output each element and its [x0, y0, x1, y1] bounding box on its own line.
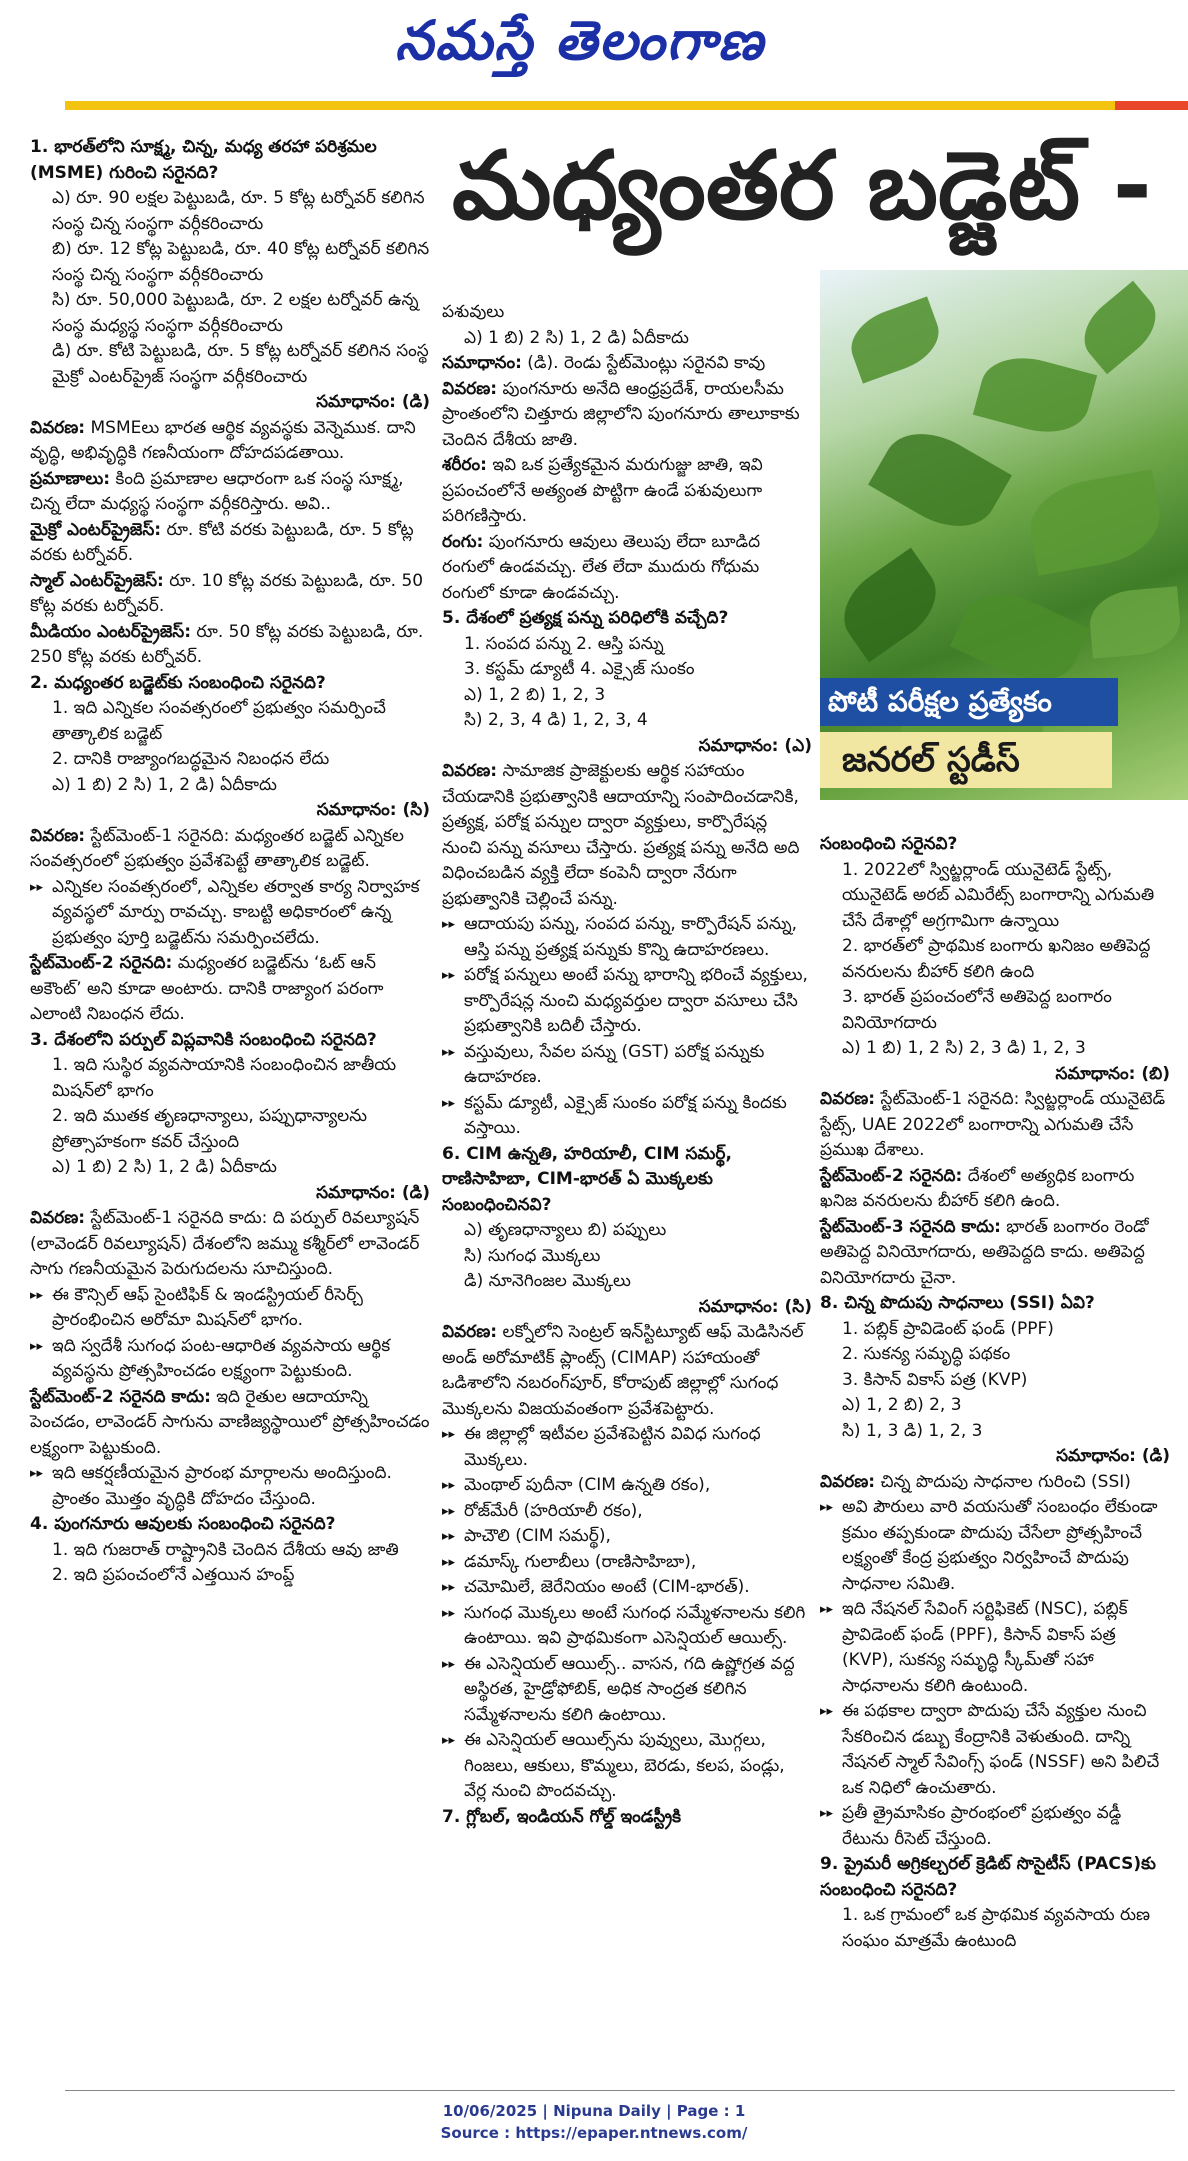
explanation-text: MSMEలు భారత ఆర్థిక వ్యవస్థకు వెన్నెముక. దాని వృద్ధి, అభివృద్ధికి గణనీయంగా దోహదపడతాయి.: [30, 417, 416, 463]
feature-tag-general-studies: జనరల్ స్టడీస్: [820, 732, 1112, 788]
answer-line: సమాధానం: (సి): [316, 800, 430, 820]
option-line: 2. సుకన్య సమృద్ధి పథకం: [842, 1344, 1011, 1364]
bullet-point: ▸▸ రోజ్‌మేరీ (హరియాలీ రకం),: [442, 1499, 812, 1525]
paragraph: [30, 518, 430, 569]
feature-tag-competitive-exams: పోటీ పరీక్షల ప్రత్యేకం: [820, 678, 1118, 726]
explanation-label: వివరణ:: [820, 1089, 876, 1109]
question-text: 4. పుంగనూరు ఆవులకు సంబంధించి సరైనది?: [30, 1514, 336, 1534]
paragraph: [30, 951, 430, 1028]
bullet-point: ▸▸ ఈ ఎసెన్షియల్ ఆయిల్స్.. వాసన, గది ఉష్ణోగ్రత వద్ద అస్థిరత, హైడ్రోఫోబిక్, అధిక సాంద్రత కలిగిన సమ్మేళనాలను కలిగి ఉంటాయి.: [442, 1652, 812, 1729]
footer-date-line: 10/06/2025 | Nipuna Daily | Page : 1: [442, 2102, 746, 2120]
answer-line: సమాధానం: (ఎ): [698, 735, 812, 756]
paragraph: [442, 1320, 812, 1422]
explanation-label: సమాధానం:: [442, 353, 522, 373]
explanation-label: రంగు:: [442, 531, 484, 552]
explanation-label: వివరణ:: [30, 1208, 86, 1228]
bullet-point: ▸▸ కస్టమ్ డ్యూటీ, ఎక్సైజ్ సుంకం పరోక్ష పన్ను కిందకు వస్తాయి.: [442, 1091, 812, 1142]
option-line: ఎ) 1 బి) 2 సి) 1, 2 డి) ఏదీకాదు: [464, 327, 689, 348]
article-column-3: [820, 832, 1170, 1954]
question-text: 8. చిన్న పొదుపు సాధనాలు (SSI) ఏవి?: [820, 1293, 1095, 1313]
option-line: డి) నూనెగింజల మొక్కలు: [464, 1271, 631, 1291]
footer-source-line: Source : https://epaper.ntnews.com/: [440, 2124, 748, 2142]
bullet-point: ▸▸ మెంథాల్ పుదీనా (CIM ఉన్నతి రకం),: [442, 1473, 812, 1499]
paragraph: [442, 377, 812, 454]
option-line: 1. 2022లో స్విట్జర్లాండ్ యునైటెడ్ స్టేట్స్, యునైటెడ్ అరబ్ ఎమిరేట్స్ బంగారాన్ని ఎగుమతి చేసే దేశాల్లో అగ్రగామిగా ఉన్నాయి: [842, 859, 1155, 931]
bullet-point: ▸▸ పరోక్ష పన్నులు అంటే పన్ను భారాన్ని భరించే వ్యక్తులు, కార్పొరేషన్ల నుంచి మధ్యవర్తుల ద్వారా వసూలు చేసి ప్రభుత్వానికి బదిలీ చేస్తారు.: [442, 963, 812, 1040]
masthead: [0, 0, 1188, 100]
option-line: 2. ఇది ప్రపంచంలోనే ఎత్తయిన హంప్డ్: [52, 1565, 295, 1585]
explanation-text: లక్నోలోని సెంట్రల్ ఇన్‌స్టిట్యూట్ ఆఫ్ మెడిసినల్ అండ్ అరోమాటిక్ ప్లాంట్స్ (CIMAP) సహాయంతో ఒడిశాలోని నబరంగ్‌పూర్, కోరాపుట్ జిల్లాల్లో సుగంధ మొక్కలను విజయవంతంగా ప్రవేశపెట్టారు.: [442, 1322, 804, 1419]
explanation-label: స్టేట్‌మెంట్-3 సరైనది కాదు:: [820, 1216, 1001, 1237]
question-text: 5. దేశంలో ప్రత్యక్ష పన్ను పరిధిలోకి వచ్చేది?: [442, 608, 729, 628]
option-line: ఎ) 1 బి) 1, 2 సి) 2, 3 డి) 1, 2, 3: [842, 1038, 1086, 1058]
explanation-text: చిన్న పొదుపు సాధనాల గురించి (SSI): [875, 1471, 1131, 1492]
explanation-label: వివరణ:: [30, 417, 86, 438]
bullet-point: ▸▸ చమోమిలే, జెరేనియం అంటే (CIM-భారత్).: [442, 1575, 812, 1601]
paragraph: [442, 453, 812, 530]
bullet-point: ▸▸ ఆదాయపు పన్ను, సంపద పన్ను, కార్పొరేషన్ పన్ను, ఆస్తి పన్ను ప్రత్యక్ష పన్నుకు కొన్ని ఉదాహరణలు.: [442, 912, 812, 963]
bullet-point: ▸▸ ఎన్నికల సంవత్సరంలో, ఎన్నికల తర్వాత కార్య నిర్వాహక వ్యవస్థలో మార్పు రావచ్చు. కాబట్టి అధికారంలో ఉన్న ప్రభుత్వం పూర్తి బడ్జెట్‌ను సమర్పించలేదు.: [30, 875, 430, 952]
bullet-point: ▸▸ అవి పౌరులు వారి వయసుతో సంబంధం లేకుండా క్రమం తప్పకుండా పొదుపు చేసేలా ప్రోత్సహించే లక్ష్యంతో కేంద్ర ప్రభుత్వం నిర్వహించే పొదుపు సాధనాల సమితి.: [820, 1495, 1170, 1597]
option-line: సి) సుగంధ మొక్కలు: [464, 1245, 601, 1266]
explanation-label: మైక్రో ఎంటర్‌ప్రైజెస్:: [30, 519, 162, 540]
explanation-text: పుంగనూరు ఆవులు తెలుపు లేదా బూడిద రంగులో ఉండవచ్చు. లేత లేదా ముదురు గోధుమ రంగులో కూడా ఉండవచ్చు.: [442, 531, 761, 603]
question-text: 7. గ్లోబల్, ఇండియన్ గోల్డ్ ఇండస్ట్రీకి: [442, 1806, 682, 1827]
question-text: 1. భారత్‌లోని సూక్ష్మ, చిన్న, మధ్య తరహా పరిశ్రమల (MSME) గురించి సరైనది?: [30, 137, 377, 183]
explanation-text: స్టేట్‌మెంట్-1 సరైనది: మధ్యంతర బడ్జెట్ ఎన్నికల సంవత్సరంలో ప్రభుత్వం ప్రవేశపెట్టే తాత్కాలిక బడ్జెట్.: [30, 825, 404, 871]
explanation-text: రూ. 50 కోట్ల వరకు పెట్టుబడి, రూ. 250 కోట్ల వరకు టర్నోవర్.: [30, 621, 424, 667]
paragraph: [442, 351, 812, 377]
answer-line: సమాధానం: (బి): [1055, 1063, 1170, 1084]
bullet-point: ▸▸ ఈ కౌన్సిల్ ఆఫ్ సైంటిఫిక్ & ఇండస్ట్రియల్ రీసెర్చ్ ప్రారంభించిన అరోమా మిషన్‌లో భాగం.: [30, 1283, 430, 1334]
explanation-label: స్టేట్‌మెంట్-2 సరైనది:: [820, 1165, 963, 1186]
paragraph: [442, 759, 812, 912]
option-line: ఎ) 1 బి) 2 సి) 1, 2 డి) ఏదీకాదు: [52, 774, 277, 795]
article-column-1: [30, 135, 430, 1589]
option-line: 1. సంపద పన్ను 2. ఆస్తి పన్ను: [464, 633, 664, 654]
option-line: 2. భారత్‌లో ప్రాథమిక బంగారు ఖనిజం అతిపెద్ద వనరులను బీహార్ కలిగి ఉంది: [842, 936, 1151, 982]
explanation-text: ఇవి ఒక ప్రత్యేకమైన మరుగుజ్జు జాతి, ఇవి ప్రపంచంలోనే అత్యంత పొట్టిగా ఉండే పశువులుగా పరిగణిస్తారు.: [442, 455, 763, 526]
question-text: 9. ప్రైమరీ అగ్రికల్చరల్ క్రెడిట్ సొసైటీస్ (PACS)కు సంబంధించి సరైనది?: [820, 1854, 1156, 1900]
explanation-text: ఇది రైతుల ఆదాయాన్ని పెంచడం, లావెండర్ సాగును వాణిజ్యస్థాయిలో ప్రోత్సహించడం లక్ష్యంగా పెట్టుకుంది.: [30, 1386, 430, 1458]
option-line: 1. పబ్లిక్ ప్రావిడెంట్ ఫండ్ (PPF): [842, 1318, 1054, 1339]
page-footer: [0, 2100, 1188, 2144]
bullet-point: ▸▸ డమాస్క్ గులాబీలు (రాణిసాహిబా),: [442, 1550, 812, 1576]
bullet-point: ▸▸ ఇది ఆకర్షణీయమైన ప్రారంభ మార్గాలను అందిస్తుంది. ప్రాంతం మొత్తం వృద్ధికి దోహదం చేస్తుంది.: [30, 1461, 430, 1512]
option-line: 1. ఇది ఎన్నికల సంవత్సరంలో ప్రభుత్వం సమర్పించే తాత్కాలిక బడ్జెట్: [52, 698, 386, 744]
explanation-text: స్టేట్‌మెంట్-1 సరైనది: స్విట్జర్లాండ్ యునైటెడ్ స్టేట్స్, UAE 2022లో బంగారాన్ని ఎగుమతి చేసే ప్రముఖ దేశాలు.: [820, 1089, 1166, 1160]
paragraph: [30, 416, 430, 467]
bullet-point: ▸▸ ఈ జిల్లాల్లో ఇటీవల ప్రవేశపెట్టిన వివిధ సుగంధ మొక్కలు.: [442, 1422, 812, 1473]
option-line: 3. కిసాన్ వికాస్ పత్ర (KVP): [842, 1369, 1028, 1390]
option-line: 1. ఇది గుజరాత్ రాష్ట్రానికి చెందిన దేశీయ ఆవు జాతి: [52, 1539, 399, 1560]
explanation-text: రూ. కోటి వరకు పెట్టుబడి, రూ. 5 కోట్ల వరకు టర్నోవర్.: [30, 519, 414, 565]
option-line: ఎ) 1 బి) 2 సి) 1, 2 డి) ఏదీకాదు: [52, 1157, 277, 1177]
explanation-label: వివరణ:: [442, 378, 498, 399]
paragraph: [30, 1206, 430, 1283]
paragraph: [820, 1087, 1170, 1164]
paragraph: [30, 824, 430, 875]
answer-line: సమాధానం: (డి): [316, 1182, 430, 1203]
explanation-label: వివరణ:: [30, 825, 86, 846]
article-column-2: [442, 300, 812, 1830]
option-line: సి) 2, 3, 4 డి) 1, 2, 3, 4: [464, 710, 648, 730]
paragraph: [30, 467, 430, 518]
option-line: 3. భారత్ ప్రపంచంలోనే అతిపెద్ద బంగారం వినియోగదారు: [842, 987, 1112, 1033]
option-line: 2. దానికి రాజ్యాంగబద్ధమైన నిబంధన లేదు: [52, 749, 330, 769]
bullet-point: ▸▸ ఇది స్వదేశీ సుగంధ పంట-ఆధారిత వ్యవసాయ ఆర్థిక వ్యవస్థను ప్రోత్సహించడం లక్ష్యంగా పెట్టుకుంది.: [30, 1334, 430, 1385]
answer-line: సమాధానం: (డి): [1056, 1446, 1170, 1466]
paragraph: [442, 530, 812, 607]
option-line: ఎ) 1, 2 బి) 2, 3: [842, 1395, 962, 1415]
paragraph: [820, 1470, 1170, 1496]
option-line: డి) రూ. కోటి పెట్టుబడి, రూ. 5 కోట్ల టర్నోవర్ కలిగిన సంస్థ మైక్రో ఎంటర్‌ప్రైజ్ సంస్థగా వర్గీకరించారు: [52, 341, 429, 387]
newspaper-logo: నమస్తే తెలంగాణ: [395, 8, 765, 72]
paragraph: పశువులు: [442, 302, 505, 322]
option-line: సి) రూ. 50,000 పెట్టుబడి, రూ. 2 లక్షల టర్నోవర్ ఉన్న సంస్థ మధ్యస్థ సంస్థగా వర్గీకరించారు: [52, 290, 419, 336]
explanation-label: వివరణ:: [820, 1471, 876, 1492]
paragraph: [820, 1164, 1170, 1215]
question-text: సంబంధించి సరైనవి?: [820, 834, 958, 854]
explanation-label: ప్రమాణాలు:: [30, 468, 111, 489]
explanation-text: (డి). రెండు స్టేట్‌మెంట్లు సరైనవి కావు: [521, 353, 766, 373]
question-text: 6. CIM ఉన్నతి, హరియాలీ, CIM సమర్థ్, రాణిసాహిబా, CIM-భారత్ ఏ మొక్కలకు సంబంధించినవి?: [442, 1143, 732, 1215]
option-line: ఎ) తృణధాన్యాలు బి) పప్పులు: [464, 1220, 667, 1240]
option-line: సి) 1, 3 డి) 1, 2, 3: [842, 1420, 983, 1441]
bullet-point: ▸▸ ఇది నేషనల్ సేవింగ్ సర్టిఫికెట్ (NSC), పబ్లిక్ ప్రావిడెంట్ ఫండ్ (PPF), కిసాన్ వికాస్ పత్ర (KVP), సుకన్య సమృద్ధి స్కీమ్‌తో సహా సాధనాలను కలిగి ఉంటుంది.: [820, 1597, 1170, 1699]
bullet-point: ▸▸ వస్తువులు, సేవల పన్ను (GST) పరోక్ష పన్నుకు ఉదాహరణ.: [442, 1040, 812, 1091]
question-text: 3. దేశంలోని పర్పుల్ విప్లవానికి సంబంధించి సరైనది?: [30, 1029, 377, 1050]
explanation-text: స్టేట్‌మెంట్-1 సరైనది కాదు: ది పర్పుల్ రివల్యూషన్ (లావెండర్ రివల్యూషన్) దేశంలోని జమ్ము కశ్మీర్‌లో లావెండర్ సాగు గణనీయమైన పెరుగుదలను సూచిస్తుంది.: [30, 1208, 420, 1279]
explanation-label: వివరణ:: [442, 761, 498, 781]
bullet-point: ▸▸ పాచౌలి (CIM సమర్థ్),: [442, 1524, 812, 1550]
answer-line: సమాధానం: (సి): [698, 1296, 812, 1317]
bullet-point: ▸▸ ఈ పథకాల ద్వారా పొదుపు చేసే వ్యక్తుల నుంచి సేకరించిన డబ్బు కేంద్రానికి వెళుతుంది. దాన్ని నేషనల్ స్మాల్ సేవింగ్స్ ఫండ్ (NSSF) అని పిలిచే ఒక నిధిలో ఉంచుతారు.: [820, 1699, 1170, 1801]
explanation-text: దేశంలో అత్యధిక బంగారు ఖనిజ వనరులను బీహార్ కలిగి ఉంది.: [820, 1165, 1135, 1211]
option-line: ఎ) రూ. 90 లక్షల పెట్టుబడి, రూ. 5 కోట్ల టర్నోవర్ కలిగిన సంస్థ చిన్న సంస్థగా వర్గీకరించారు: [52, 188, 425, 234]
bullet-point: ▸▸ సుగంధ మొక్కలు అంటే సుగంధ సమ్మేళనాలను కలిగి ఉంటాయి. ఇవి ప్రాథమికంగా ఎసెన్షియల్ ఆయిల్స్.: [442, 1601, 812, 1652]
bullet-point: ▸▸ ఈ ఎసెన్షియల్ ఆయిల్స్‌ను పువ్వులు, మొగ్గలు, గింజలు, ఆకులు, కొమ్మలు, బెరడు, కలప, పండ్లు, వేర్ల నుంచి పొందవచ్చు.: [442, 1728, 812, 1805]
option-line: 1. ఇది సుస్థిర వ్యవసాయానికి సంబంధించిన జాతీయ మిషన్‌లో భాగం: [52, 1055, 397, 1101]
explanation-text: భారత్ బంగారం రెండో అతిపెద్ద వినియోగదారు, అతిపెద్దది కాదు. అతిపెద్ద వినియోగదారు చైనా.: [820, 1216, 1149, 1288]
explanation-label: మీడియం ఎంటర్‌ప్రైజెస్:: [30, 621, 192, 642]
explanation-text: పుంగనూరు అనేది ఆంధ్రప్రదేశ్, రాయలసీమ ప్రాంతంలోని చిత్తూరు జిల్లాలోని పుంగనూరు తాలూకాకు చెందిన దేశీయ జాతి.: [442, 378, 800, 450]
explanation-text: మధ్యంతర బడ్జెట్‌ను ‘ఓట్ ఆన్ అకౌంట్’ అని కూడా అంటారు. దానికి రాజ్యాంగ పరంగా ఎలాంటి నిబంధన లేదు.: [30, 953, 384, 1024]
explanation-label: స్టేట్‌మెంట్-2 సరైనది కాదు:: [30, 1386, 211, 1407]
explanation-text: రూ. 10 కోట్ల వరకు పెట్టుబడి, రూ. 50 కోట్ల వరకు టర్నోవర్.: [30, 570, 424, 616]
option-line: 3. కస్టమ్ డ్యూటీ 4. ఎక్సైజ్ సుంకం: [464, 659, 695, 679]
explanation-text: కింది ప్రమాణాల ఆధారంగా ఒక సంస్థ సూక్ష్మ, చిన్న లేదా మధ్యస్థ సంస్థగా వర్గీకరిస్తారు. అవి..: [30, 468, 404, 514]
header-rule-accent: [1115, 101, 1188, 110]
explanation-text: సామాజిక ప్రాజెక్టులకు ఆర్థిక సహాయం చేయడానికి ప్రభుత్వానికి ఆదాయాన్ని సంపాదించడానికి, ప్రత్యక్ష, పరోక్ష పన్నుల ద్వారా వ్యక్తులు, కార్పొరేషన్ల నుంచి పన్ను వసూలు చేస్తారు. ప్రత్యక్ష పన్ను అనేది అది విధించబడిన వ్యక్తి లేదా కంపెనీ ద్వారా నేరుగా ప్రభుత్వానికి చెల్లించే పన్ను.: [442, 761, 800, 909]
explanation-label: శరీరం:: [442, 455, 487, 475]
header-rule: [65, 101, 1115, 110]
footer-rule: [65, 2090, 1175, 2091]
paragraph: [30, 569, 430, 620]
option-line: ఎ) 1, 2 బి) 1, 2, 3: [464, 684, 606, 705]
explanation-label: స్టేట్‌మెంట్-2 సరైనది:: [30, 953, 173, 973]
answer-line: సమాధానం: (డి): [316, 392, 430, 412]
question-text: 2. మధ్యంతర బడ్జెట్‌కు సంబంధించి సరైనది?: [30, 672, 326, 693]
option-line: 1. ఒక గ్రామంలో ఒక ప్రాథమిక వ్యవసాయ రుణ సంఘం మాత్రమే ఉంటుంది: [842, 1905, 1151, 1951]
option-line: బి) రూ. 12 కోట్ల పెట్టుబడి, రూ. 40 కోట్ల టర్నోవర్ కలిగిన సంస్థ చిన్న సంస్థగా వర్గీకరించారు: [52, 239, 430, 285]
option-line: 2. ఇది ముతక తృణధాన్యాలు, పప్పుధాన్యాలను ప్రోత్సాహకంగా కవర్ చేస్తుంది: [52, 1106, 368, 1152]
bullet-point: ▸▸ ప్రతీ త్రైమాసికం ప్రారంభంలో ప్రభుత్వం వడ్డీ రేటును రీసెట్ చేస్తుంది.: [820, 1801, 1170, 1852]
article-headline: మధ్యంతర బడ్జెట్ -: [452, 132, 1152, 241]
explanation-label: వివరణ:: [442, 1322, 498, 1342]
paragraph: [30, 620, 430, 671]
paragraph: [30, 1385, 430, 1462]
paragraph: [820, 1215, 1170, 1292]
explanation-label: స్మాల్ ఎంటర్‌ప్రైజెస్:: [30, 570, 164, 591]
